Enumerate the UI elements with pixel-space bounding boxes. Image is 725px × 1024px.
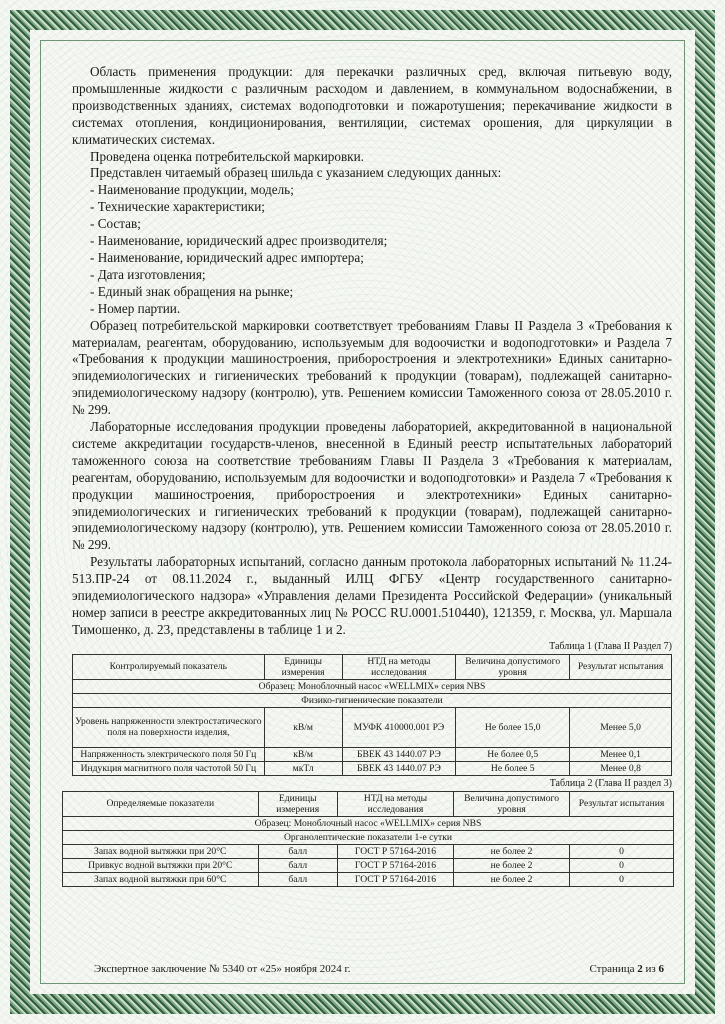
table-row <box>73 707 672 747</box>
table-cell: Менее 5,0 <box>570 707 672 747</box>
table-cell: Не более 15,0 <box>456 707 570 747</box>
list-item: - Дата изготовления; <box>90 266 206 282</box>
page-label: Страница <box>589 963 635 975</box>
table-cell: Уровень напряженности электростатического поля на поверхности изделия, <box>73 707 265 747</box>
list-item: - Единый знак обращения на рынке; <box>90 283 294 299</box>
table-cell: мкТл <box>264 761 342 775</box>
column-header: Величина допустимого уровня <box>456 654 570 679</box>
table-cell: балл <box>258 858 337 872</box>
table-cell: Не более 0,5 <box>456 747 570 761</box>
table-header-row <box>73 654 672 679</box>
conclusion-reference: Экспертное заключение № 5340 от «25» ноября 2024 г. <box>94 963 351 975</box>
table-cell: Запах водной вытяжки при 20°C <box>63 844 259 858</box>
table1-caption: Таблица 1 (Глава II Раздел 7) <box>549 640 672 652</box>
group-row: Физико-гигиенические показатели <box>73 693 672 707</box>
table-cell: Менее 0,8 <box>570 761 672 775</box>
table-cell: Напряженность электрического поля 50 Гц <box>73 747 265 761</box>
table-row <box>73 761 672 775</box>
table-row <box>63 844 674 858</box>
sample-row: Образец: Моноблочный насос «WELLMIX» серия NBS <box>73 679 672 693</box>
list-item: - Номер партии. <box>90 300 181 316</box>
table-cell: 0 <box>570 858 674 872</box>
list-item: - Технические характеристики; <box>90 199 265 215</box>
table-cell: не более 2 <box>454 872 570 886</box>
column-header: Определяемые показатели <box>63 791 259 816</box>
current-page: 2 <box>637 963 643 975</box>
table-cell: ГОСТ Р 57164-2016 <box>337 872 453 886</box>
list-item: - Наименование, юридический адрес производителя; <box>90 233 388 249</box>
application-paragraph: Область применения продукции: для перекачки различных сред, включая питьевую воду, промышленные жидкости с различным расходом и давлением, в коммунальном водоснабжении, в производственных зданиях, системах водоподготовки и пожаротушения; перекачивание жидкости в системах отопления, кондиционирования, вентиляции, системах орошения, для циркуляции в климатических системах. <box>72 64 672 147</box>
table-row <box>63 872 674 886</box>
results-paragraph: Результаты лабораторных испытаний, согласно данным протокола лабораторных испытаний № 11.24-513.ПР-24 от 08.11.2024 г., выданный ИЛЦ ФГБУ «Центр государственного санитарно-эпидемиологического надзора» «Управления делами Президента Российской Федерации» (уникальный номер записи в реестре аккредитованных лиц № РОСС RU.0001.510440), 121359, г. Москва, ул. Маршала Тимошенко, д. 23, представлены в таблице 1 и 2. <box>72 554 672 637</box>
list-item: - Наименование, юридический адрес импортера; <box>90 249 364 265</box>
column-header: НТД на методы исследования <box>342 654 456 679</box>
table-cell: не более 2 <box>454 858 570 872</box>
marking-conformity-paragraph: Образец потребительской маркировки соответствует требованиям Главы II Раздела 3 «Требования к материалам, реагентам, оборудованию, используемым для водоочистки и водоподготовки» и Раздела 7 «Требования к продукции машиностроения, приборостроения и электротехники» Единых санитарно-эпидемиологических и гигиенических требований к продукции (товарам), подлежащей санитарно-эпидемиологическому надзору (контролю), утв. Решением комиссии Таможенного союза от 28.05.2010 г. № 299. <box>72 317 672 418</box>
table-cell: Менее 0,1 <box>570 747 672 761</box>
column-header: Единицы измерения <box>264 654 342 679</box>
table2-caption: Таблица 2 (Глава II раздел 3) <box>549 777 672 789</box>
table-cell: БВЕК 43 1440.07 РЭ <box>342 761 456 775</box>
page-number <box>589 963 664 975</box>
table-cell: ГОСТ Р 57164-2016 <box>337 858 453 872</box>
table-cell: кВ/м <box>264 747 342 761</box>
column-header: Величина допустимого уровня <box>454 791 570 816</box>
table-cell: Привкус водной вытяжки при 20°C <box>63 858 259 872</box>
table-2 <box>62 791 674 887</box>
page-footer <box>94 963 664 975</box>
table-cell: Индукция магнитного поля частотой 50 Гц <box>73 761 265 775</box>
table-cell: балл <box>258 872 337 886</box>
column-header: Единицы измерения <box>258 791 337 816</box>
table-cell: не более 2 <box>454 844 570 858</box>
table-cell: Не более 5 <box>456 761 570 775</box>
total-pages: 6 <box>658 963 664 975</box>
table-header-row <box>63 791 674 816</box>
table-cell: ГОСТ Р 57164-2016 <box>337 844 453 858</box>
table-cell: 0 <box>570 872 674 886</box>
table-cell: БВЕК 43 1440.07 РЭ <box>342 747 456 761</box>
column-header: НТД на методы исследования <box>337 791 453 816</box>
table-row <box>73 747 672 761</box>
table-cell: балл <box>258 844 337 858</box>
group-row: Органолептические показатели 1-е сутки <box>63 830 674 844</box>
table-cell: Запах водной вытяжки при 60°C <box>63 872 259 886</box>
column-header: Контролируемый показатель <box>73 654 265 679</box>
nameplate-paragraph: Представлен читаемый образец шильда с указанием следующих данных: <box>90 165 502 181</box>
nameplate-list <box>72 182 672 317</box>
list-item: - Состав; <box>90 216 141 232</box>
column-header: Результат испытания <box>570 791 674 816</box>
laboratory-paragraph: Лабораторные исследования продукции проведены лабораторией, аккредитованной в национальной системе аккредитации государств-членов, внесенной в Единый реестр испытательных лабораторий таможенного союза на соответствие требованиям Главы II Раздела 3 «Требования к материалам, реагентам, оборудованию, используемым для водоочистки и водоподготовки» и Раздела 7 «Требования к продукции машиностроения, приборостроения и электротехники» Единых санитарно-эпидемиологических и гигиенических требований к продукции (товарам), подлежащей санитарно-эпидемиологическому надзору (контролю), утв. Решением комиссии Таможенного союза от 28.05.2010 г. № 299. <box>72 419 672 553</box>
of-label: из <box>645 963 656 975</box>
table-cell: 0 <box>570 844 674 858</box>
table-1 <box>72 654 672 776</box>
document-body <box>72 64 672 887</box>
marking-assessment-paragraph: Проведена оценка потребительской маркировки. <box>90 148 364 164</box>
table-cell: кВ/м <box>264 707 342 747</box>
table-cell: МУФК 410000.001 РЭ <box>342 707 456 747</box>
column-header: Результат испытания <box>570 654 672 679</box>
sample-row: Образец: Моноблочный насос «WELLMIX» серия NBS <box>63 816 674 830</box>
list-item: - Наименование продукции, модель; <box>90 182 294 198</box>
table-row <box>63 858 674 872</box>
